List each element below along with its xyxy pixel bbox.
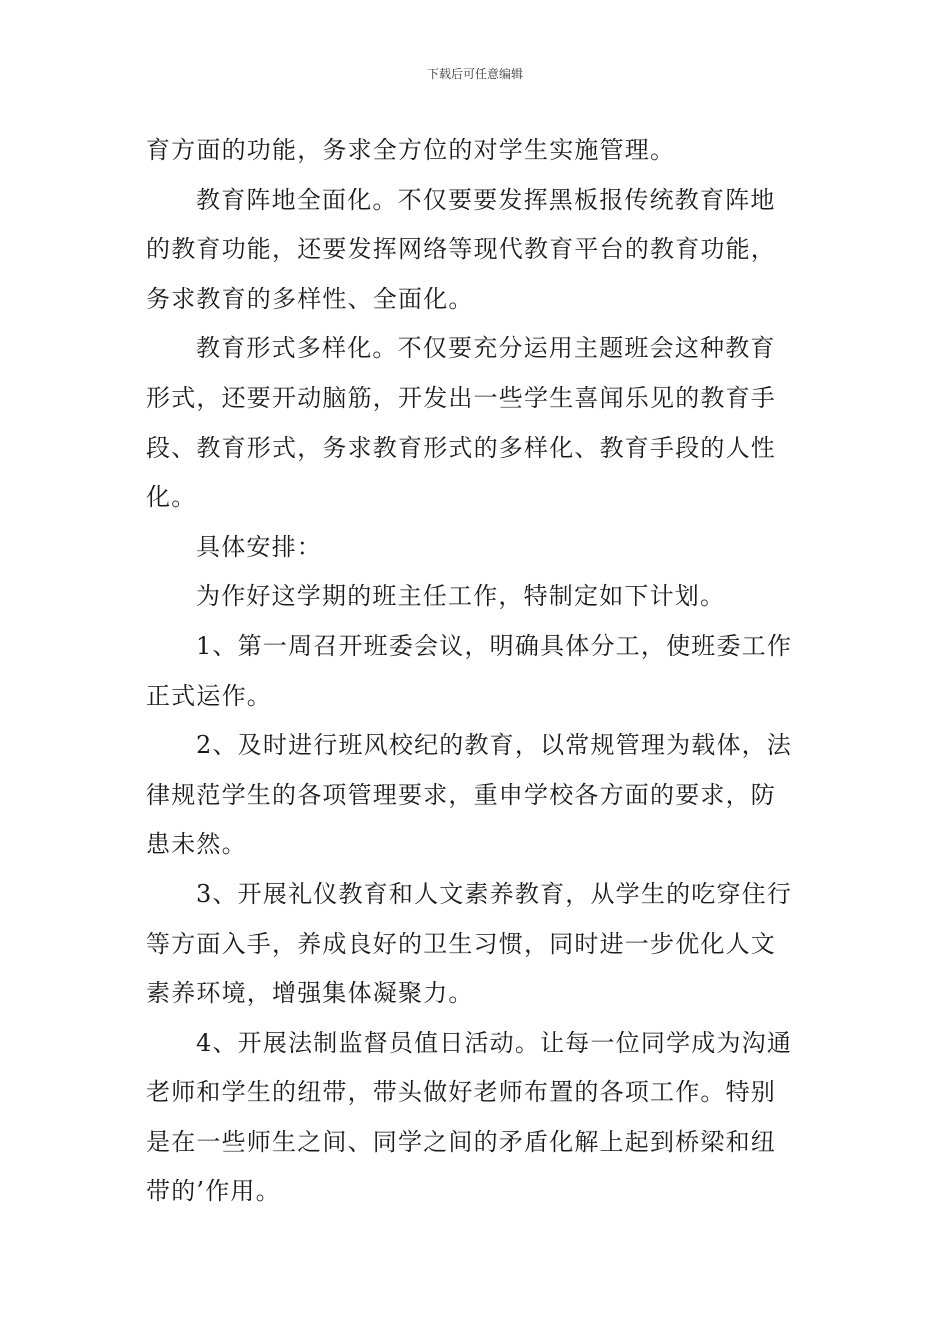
- text-line: 老师和学生的纽带，带头做好老师布置的各项工作。特别: [146, 1078, 776, 1107]
- text-line: 教育形式多样化。不仅要充分运用主题班会这种教育: [196, 334, 776, 363]
- text-line: 1、第一周召开班委会议，明确具体分工，使班委工作: [196, 631, 793, 660]
- text-line: 2、及时进行班风校纪的教育，以常规管理为载体，法: [196, 731, 793, 760]
- text-line: 素养环境，增强集体凝聚力。: [146, 979, 474, 1008]
- text-line: 带的’作用。: [146, 1177, 281, 1206]
- document-body: [146, 126, 808, 1217]
- text-line: 的教育功能，还要发挥网络等现代教育平台的教育功能，: [146, 235, 776, 264]
- text-line: 等方面入手，养成良好的卫生习惯，同时进一步优化人文: [146, 929, 776, 958]
- text-line: 段、教育形式，务求教育形式的多样化、教育手段的人性: [146, 433, 776, 462]
- text-line: 是在一些师生之间、同学之间的矛盾化解上起到桥梁和纽: [146, 1127, 776, 1156]
- text-line: 律规范学生的各项管理要求，重申学校各方面的要求，防: [146, 780, 776, 809]
- text-line: 育方面的功能，务求全方位的对学生实施管理。: [146, 136, 676, 164]
- text-line: 患未然。: [146, 830, 247, 859]
- text-line: 教育阵地全面化。不仅要要发挥黑板报传统教育阵地: [196, 185, 776, 214]
- text-line: 正式运作。: [146, 681, 272, 710]
- text-line: 3、开展礼仪教育和人文素养教育，从学生的吃穿住行: [196, 879, 793, 908]
- text-line: 4、开展法制监督员值日活动。让每一位同学成为沟通: [196, 1028, 793, 1057]
- text-line: 具体安排：: [196, 532, 322, 561]
- text-line: 务求教育的多样性、全面化。: [146, 284, 474, 313]
- text-line: 形式，还要开动脑筋，开发出一些学生喜闻乐见的教育手: [146, 383, 776, 412]
- text-line: 化。: [146, 483, 197, 512]
- page-header: 下载后可任意编辑: [426, 67, 523, 81]
- text-line: 为作好这学期的班主任工作，特制定如下计划。: [196, 582, 726, 611]
